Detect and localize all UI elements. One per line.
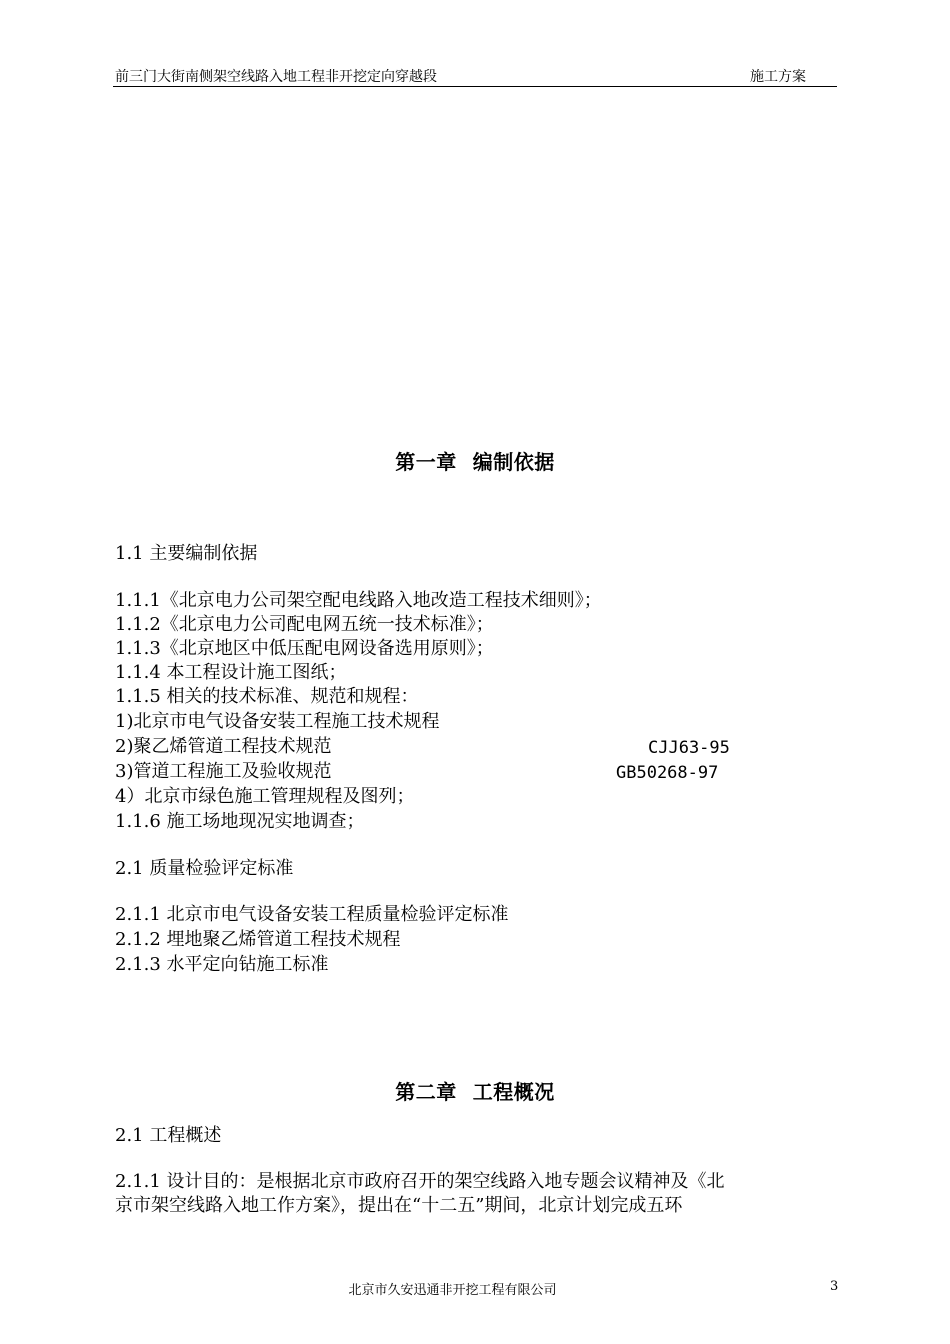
standard-code: CJJ63-95 <box>648 738 730 758</box>
list-item: 1.1.6 施工场地现况实地调查； <box>115 811 365 832</box>
list-item: 1)北京市电气设备安装工程施工技术规程 <box>115 711 440 732</box>
section-heading-2-1: 2.1 质量检验评定标准 <box>115 858 294 879</box>
chapter-1-name: 编制依据 <box>472 450 555 474</box>
list-item: 1.1.3《北京地区中低压配电网设备选用原则》； <box>115 638 494 659</box>
header-title: 前三门大街南侧架空线路入地工程非开挖定向穿越段 <box>115 69 437 85</box>
list-item: 1.1.4 本工程设计施工图纸； <box>115 662 347 683</box>
list-item: 4）北京市绿色施工管理规程及图列； <box>115 786 415 807</box>
header-divider <box>113 86 837 87</box>
list-item: 2.1.1 北京市电气设备安装工程质量检验评定标准 <box>115 904 509 925</box>
chapter-1-number: 第一章 <box>395 450 457 474</box>
chapter-2-name: 工程概况 <box>472 1080 555 1104</box>
section-heading-2-1-overview: 2.1 工程概述 <box>115 1125 222 1146</box>
list-item: 1.1.5 相关的技术标准、规范和规程： <box>115 686 419 707</box>
page-number: 3 <box>830 1279 839 1294</box>
list-item: 1.1.2《北京电力公司配电网五统一技术标准》； <box>115 614 494 635</box>
chapter-1-title <box>0 446 950 475</box>
chapter-2-number: 第二章 <box>395 1080 457 1104</box>
paragraph-line: 京市架空线路入地工作方案》，提出在“十二五”期间，北京计划完成五环 <box>115 1195 683 1216</box>
paragraph-line: 2.1.1 设计目的：是根据北京市政府召开的架空线路入地专题会议精神及《北 <box>115 1171 725 1192</box>
footer-company: 北京市久安迅通非开挖工程有限公司 <box>348 1283 557 1298</box>
header-doc-type: 施工方案 <box>750 69 806 85</box>
list-item: 2)聚乙烯管道工程技术规范 <box>115 736 332 757</box>
standard-code: GB50268-97 <box>616 763 719 783</box>
list-item: 1.1.1《北京电力公司架空配电线路入地改造工程技术细则》； <box>115 590 602 611</box>
section-heading-1-1: 1.1 主要编制依据 <box>115 543 258 564</box>
list-item: 2.1.2 埋地聚乙烯管道工程技术规程 <box>115 929 401 950</box>
chapter-2-title <box>0 1076 950 1105</box>
list-item: 3)管道工程施工及验收规范 <box>115 761 332 782</box>
list-item: 2.1.3 水平定向钻施工标准 <box>115 954 329 975</box>
